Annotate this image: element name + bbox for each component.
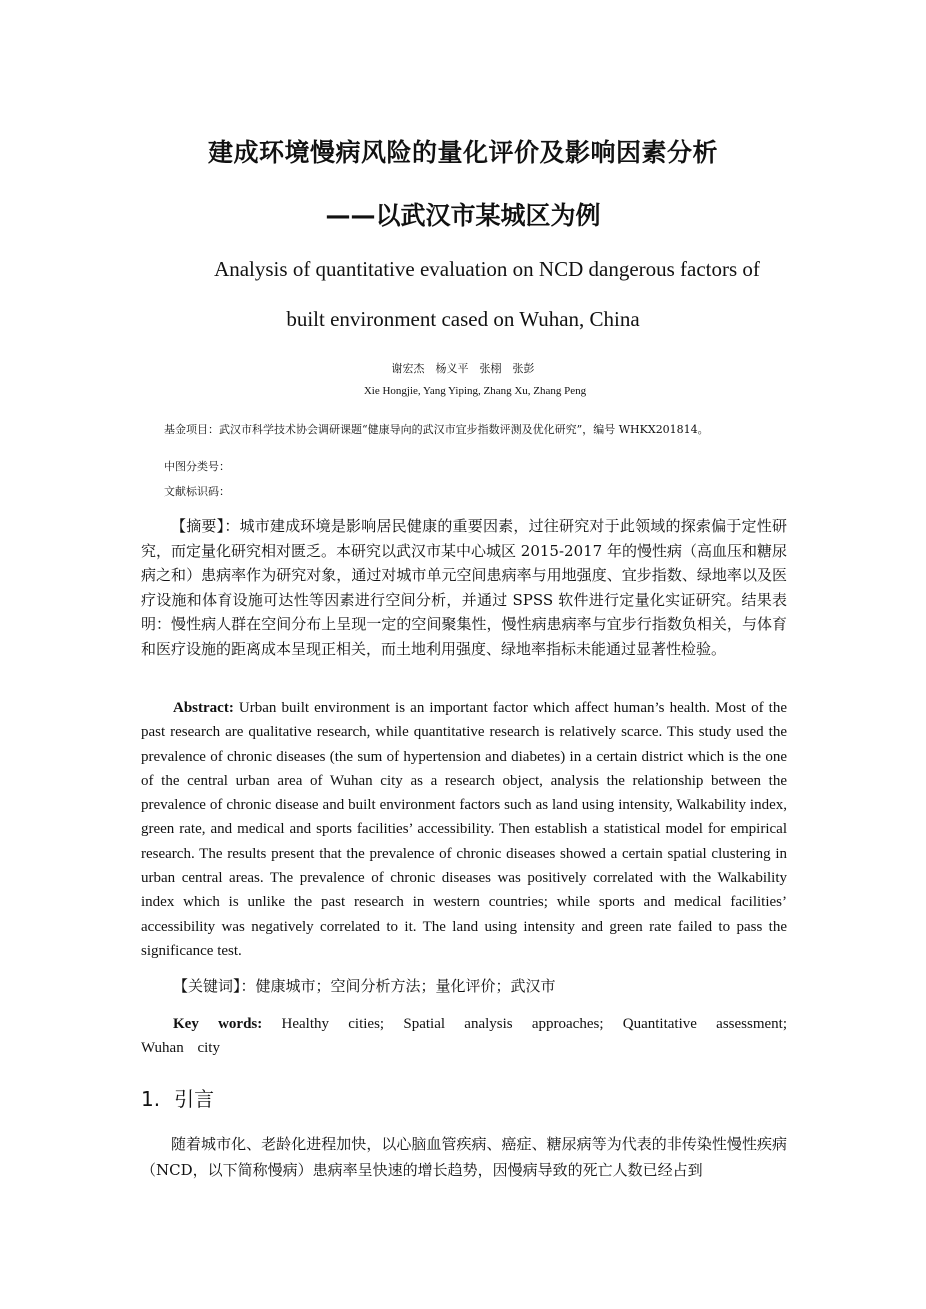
english-title-line1: Analysis of quantitative evaluation on NCD dangerous factors of [214, 257, 760, 281]
keywords-en-label: Key words: [173, 1016, 263, 1032]
abstract-en-label: Abstract: [173, 700, 234, 716]
keywords-cn-text: 健康城市；空间分析方法；量化评价；武汉市 [255, 977, 556, 995]
abstract-cn-text: 城市建成环境是影响居民健康的重要因素，过往研究对于此领域的探索偏于定性研究，而定量化研究相对匮乏。本研究以武汉市某中心城区 2015-2017 年的慢性病（高血压和糖尿病之和）患病率作为研究对象，通过对城市单元空间患病率与用地强度、宜步指数、绿地率以及医疗设施和体育设施可达性等因素进行空间分析，并通过 SPSS 软件进行定量化实证研究。结果表明：慢性病人群在空间分布上呈现一定的空间聚集性，慢性病患病率与宜步行指数负相关，与体育和医疗设施的距离成本呈现正相关，而土地利用强度、绿地率指标未能通过显著性检验。 [141, 517, 787, 658]
section-number: 1. [141, 1087, 161, 1111]
paper-title: 建成环境慢病风险的量化评价及影响因素分析 [207, 138, 718, 167]
authors-english: Xie Hongjie, Yang Yiping, Zhang Xu, Zhang Peng [363, 385, 587, 397]
keywords-chinese [173, 975, 556, 996]
abstract-cn-label: 【摘要】： [171, 517, 240, 535]
section-heading [141, 1083, 214, 1112]
authors-chinese: 谢宏杰 杨义平 张栩 张彭 [391, 362, 535, 375]
clc-label: 中图分类号： [164, 460, 230, 473]
fund-note: 基金项目：武汉市科学技术协会调研课题“健康导向的武汉市宜步指数评测及优化研究”，编号 WHKX201814。 [164, 423, 709, 436]
doc-code-label: 文献标识码： [164, 485, 230, 498]
section-title: 引言 [174, 1087, 215, 1111]
keywords-cn-label: 【关键词】： [173, 977, 256, 995]
paper-subtitle: ——以武汉市某城区为例 [325, 201, 601, 230]
abstract-en-text: Urban built environment is an important factor which affect human’s health. Most of the past research are qualitative research, while quantitative research is relatively scarce. This study used the prevalence of chronic diseases (the sum of hypertension and diabetes) in a certain district which is the one of the central urban area of Wuhan city as a research object, analysis the relationship between the prevalence of chronic disease and built environment factors such as land using intensity, Walkability index, green rate, and medical and sports facilities’ accessibility. Then establish a statistical model for empirical research. The results present that the prevalence of chronic diseases showed a certain spatial clustering in urban central areas. The prevalence of chronic diseases was positively correlated with the Walkability index which is unlike the past research in western countries; while sports and medical facilities’ accessibility was negatively correlated to it. The land using intensity and green rate failed to pass the significance test. [141, 700, 787, 959]
abstract-chinese [141, 514, 787, 661]
abstract-english [141, 696, 787, 963]
english-title-line2: built environment cased on Wuhan, China [286, 307, 640, 331]
keywords-english [141, 1012, 787, 1060]
intro-paragraph: 随着城市化、老龄化进程加快，以心脑血管疾病、癌症、糖尿病等为代表的非传染性慢性疾病（NCD，以下简称慢病）患病率呈快速的增长趋势，因慢病导致的死亡人数已经占到 [141, 1135, 787, 1179]
keywords-en-text: Healthy cities; Spatial analysis approaches; Quantitative assessment; Wuhan city [141, 1016, 788, 1056]
